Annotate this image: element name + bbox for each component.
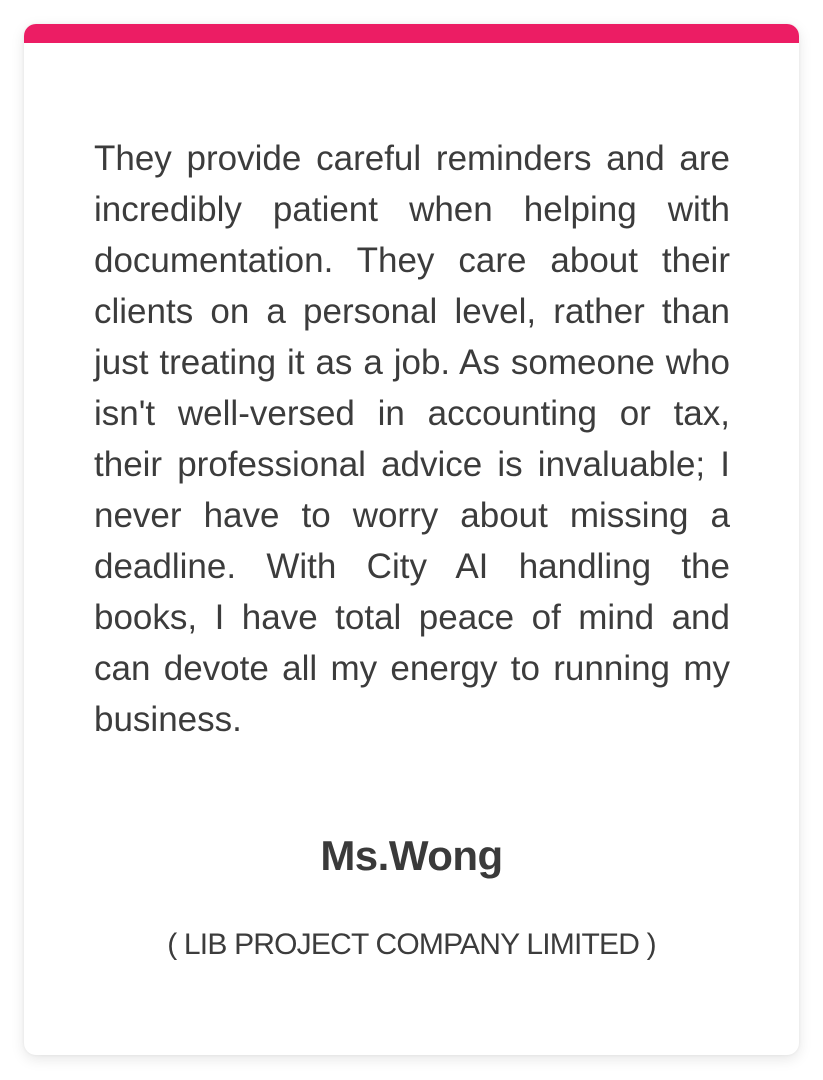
accent-bar [24, 24, 799, 43]
testimonial-quote: They provide careful reminders and are incredibly patient when helping with documentation. They care about their clients on a personal level, rather than just treating it as a job. As someone who isn't well-versed in accounting or tax, their professional advice is invaluable; I never have to worry about missing a deadline. With City AI handling the books, I have total peace of mind and can devote all my energy to running my business. [94, 139, 730, 739]
author-name: Ms.Wong [320, 832, 503, 879]
author-company: ( LIB PROJECT COMPANY LIMITED ) [167, 928, 656, 961]
testimonial-card [24, 24, 799, 1055]
